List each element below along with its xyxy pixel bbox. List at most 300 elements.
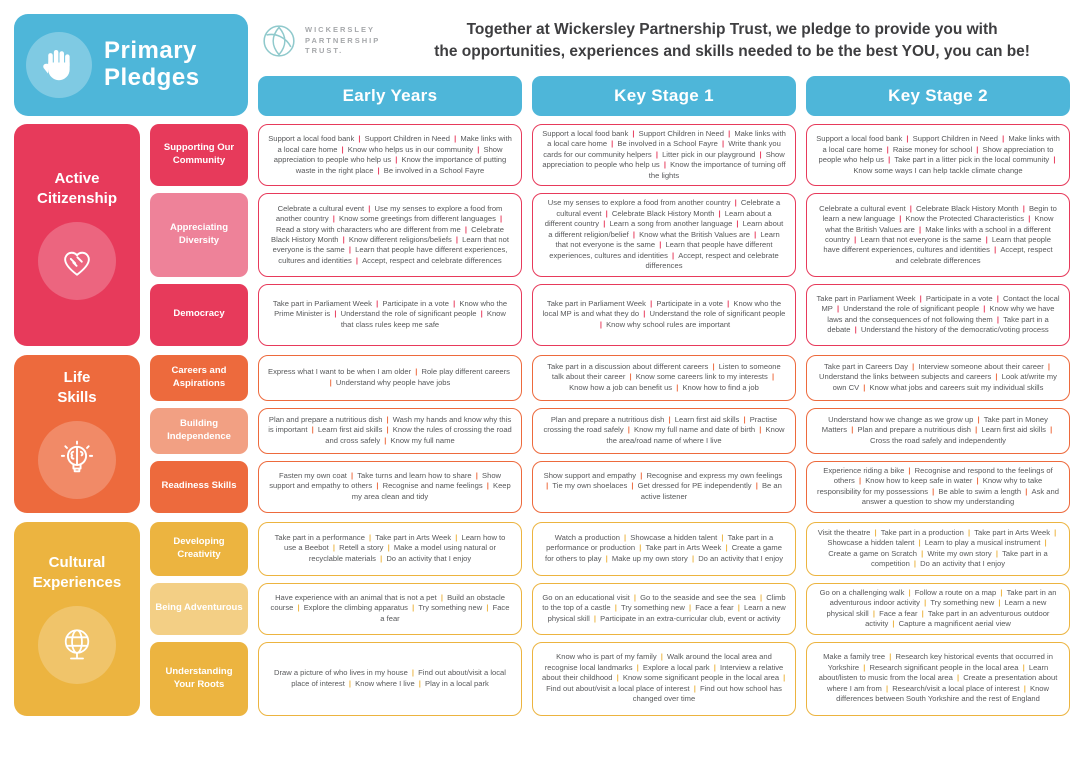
pledge-item: Plan and prepare a nutritious dish [857, 425, 972, 435]
pledge-separator: | [723, 543, 730, 553]
pledge-item: Participate in a vote [925, 293, 993, 303]
pledge-item: Have experience with an animal that is not a pet [275, 592, 437, 602]
pledge-item: Know why school rules are important [606, 319, 731, 329]
pledge-separator: | [329, 377, 334, 387]
trust-logo-text [305, 25, 380, 58]
pledge-separator: | [384, 414, 391, 424]
pledge-separator: | [852, 325, 859, 335]
pledge-cell [258, 124, 522, 186]
pledge-item: Learn first aid skills [674, 414, 740, 424]
pledge-item: Know the importance of turning off the lights [648, 160, 786, 180]
pledge-separator: | [1052, 527, 1057, 537]
pledge-separator: | [591, 613, 599, 623]
pledge-separator: | [716, 208, 723, 218]
pledge-item: Plan and prepare a nutritious dish [268, 414, 383, 424]
badge-title-line1: Primary [104, 37, 197, 65]
pledge-item: Create a game on Scratch [828, 548, 917, 558]
pledge-separator: | [870, 608, 878, 618]
pledge-separator: | [385, 543, 392, 553]
pledge-separator: | [872, 527, 879, 537]
pledge-separator: | [991, 245, 999, 255]
pledge-item: Go on an educational visit [542, 592, 630, 602]
pledge-item: Get dressed for PE independently [637, 481, 752, 491]
pledge-item: Draw a picture of who lives in my house [274, 668, 408, 678]
pledge-separator: | [1042, 538, 1047, 548]
pledge-item: Know who helps us in our community [347, 144, 474, 154]
pledge-item: Explore a local park [642, 662, 710, 672]
pledge-item: Know how to find a job [682, 382, 759, 392]
pledge-item: Learn how to use a Beebot [284, 532, 506, 553]
pledge-item: Find out about/visit a local place of interest [291, 668, 506, 688]
pledge-cell [532, 583, 796, 635]
pledge-separator: | [625, 425, 633, 435]
pledge-cell [532, 642, 796, 716]
pledge-item: Make a family tree [823, 652, 886, 662]
pledge-item: Make links with a school in a different country [825, 224, 1051, 244]
pledge-separator: | [473, 470, 481, 480]
pledge-separator: | [719, 532, 726, 542]
category-title: Cultural Experiences [32, 554, 122, 591]
pledge-separator: | [630, 129, 637, 138]
pledge-separator: | [614, 673, 621, 683]
pledge-item: Do an activity that I enjoy [698, 553, 784, 563]
pledge-separator: | [996, 598, 1003, 608]
subcategory-supporting-our-community: Supporting Our Community [150, 124, 248, 186]
pledge-separator: | [1045, 361, 1050, 371]
pledge-separator: | [295, 603, 302, 613]
pledge-item: Make links with a local care home [547, 129, 786, 149]
pledge-separator: | [451, 134, 459, 144]
pledge-item: Take part in Arts Week [645, 543, 722, 553]
pledge-separator: | [918, 548, 926, 558]
pledge-item: Know what the British Values are [639, 229, 750, 239]
heart-handshake-icon [38, 222, 116, 300]
pledge-item: Be involved in a School Fayre [617, 139, 718, 149]
pledge-item: Know the importance of putting waste in the right place [295, 155, 507, 175]
pledge-item: Listen to someone talk about their career [551, 361, 781, 382]
pledge-item: Show support and empathy to others [269, 470, 502, 491]
pledges-table [14, 124, 1070, 716]
pledge-separator: | [906, 465, 913, 475]
pledge-item: Know the Protected Characteristics [905, 214, 1025, 224]
pledge-item: Wash my hands and know why this is important [268, 414, 512, 435]
pledge-item: Know what jobs and careers suit my individual skills [869, 382, 1044, 392]
pledge-item: Do an activity that I enjoy [920, 559, 1006, 569]
category-block [14, 355, 140, 513]
pledge-separator: | [994, 314, 1002, 324]
pledge-item: Do an activity that I enjoy [386, 553, 472, 563]
pledge-item: Support Children in Need [364, 134, 450, 144]
badge-title [104, 38, 200, 92]
pledge-separator: | [710, 361, 717, 371]
pledge-item: Showcase a hidden talent [630, 532, 718, 542]
pledge-separator: | [666, 414, 673, 424]
pledge-cell [258, 408, 522, 454]
pledge-separator: | [462, 224, 470, 234]
pledge-item: Showcase a hidden talent [827, 538, 915, 548]
category-block [14, 124, 140, 346]
pledge-item: Understand the history of the democratic/voting process [860, 325, 1049, 335]
pledge-separator: | [1020, 203, 1027, 213]
pledge-item: Know different religions/beliefs [348, 234, 452, 244]
pledge-cell [532, 193, 796, 276]
pledge-separator: | [612, 603, 619, 613]
pledge-separator: | [1026, 214, 1033, 224]
pledge-item: Understand the links between subjects and careers [819, 372, 992, 382]
pledge-item: Learn about a different religion/belief [548, 219, 784, 239]
pledge-separator: | [366, 203, 373, 213]
logo-line1: WICKERSLEY [305, 24, 376, 34]
logo-line2: PARTNERSHIP [305, 35, 381, 45]
pledge-item: Find out how school has changed over time [632, 683, 782, 704]
pledge-separator: | [475, 144, 482, 154]
pledge-item: Know differences between South Yorkshire and the rest of England [836, 683, 1050, 704]
pledge-separator: | [884, 144, 891, 154]
pledge-cell [532, 355, 796, 401]
pledge-separator: | [734, 219, 741, 229]
pledge-separator: | [416, 678, 424, 688]
pledge-separator: | [974, 144, 981, 154]
pledge-separator: | [916, 538, 923, 548]
pledge-item: Interview a relative about their childhood [542, 662, 784, 683]
pledge-separator: | [1020, 662, 1027, 672]
pledge-item: Build an obstacle course [270, 592, 505, 613]
pledge-separator: | [1047, 425, 1053, 435]
pledge-separator: | [309, 425, 316, 435]
pledge-item: Take part in a debate [827, 314, 1049, 335]
pledge-item: Face a fear [380, 603, 510, 623]
pledge-item: Experience riding a bike [823, 465, 905, 475]
pledge-item: Express what I want to be when I am older [268, 367, 412, 377]
pledge-cell [806, 461, 1070, 513]
pledge-separator: | [353, 255, 361, 265]
pledge-separator: | [409, 668, 417, 678]
pledge-separator: | [910, 361, 917, 371]
pledge-item: Participate in an extra-curricular club, event or activity [600, 613, 781, 623]
pledge-separator: | [691, 683, 698, 693]
pledge-item: Show support and empathy [543, 470, 637, 480]
subcategory-careers-and-aspirations: Careers and Aspirations [150, 355, 248, 401]
pledge-separator: | [686, 603, 694, 613]
pledge-separator: | [1051, 155, 1056, 165]
pledge-item: Understand the role of significant people [649, 309, 786, 319]
header-right [258, 14, 1070, 68]
tagline-line1: Together at Wickersley Partnership Trust, we pledge to provide you with [466, 21, 998, 39]
subcategory-building-independence: Building Independence [150, 408, 248, 454]
pledge-separator: | [919, 608, 926, 618]
pledge-item: Celebrate Black History Month [611, 208, 715, 218]
pledge-item: Face a fear [879, 608, 918, 618]
trust-logo-leaf-icon [260, 22, 298, 60]
pledge-separator: | [339, 144, 346, 154]
pledge-separator: | [438, 592, 446, 602]
pledge-item: Tie my own shoelaces [552, 481, 628, 491]
pledge-item: Watch a production [554, 532, 620, 542]
pledge-separator: | [711, 662, 718, 672]
pledge-cell [532, 461, 796, 513]
pledge-item: Make a model using natural or recyclable materials [308, 543, 496, 563]
pledge-item: Learn a new physical skill [826, 598, 1047, 618]
subcategory-being-adventurous: Being Adventurous [150, 583, 248, 635]
pledge-item: Accept, respect and celebrate differences [645, 250, 779, 271]
pledge-separator: | [725, 298, 732, 308]
pledge-separator: | [954, 673, 962, 683]
pledge-separator: | [409, 603, 417, 613]
pledge-item: Ask and answer a question to show my understanding [861, 486, 1059, 507]
pledge-separator: | [497, 214, 503, 224]
pledge-item: Litter pick in our playground [662, 149, 756, 159]
pledge-separator: | [484, 603, 491, 613]
pledge-item: Learn to play a musical instrument [924, 538, 1041, 548]
pledge-cell [532, 522, 796, 576]
pledge-item: Use my senses to explore a food from another country [547, 198, 731, 208]
pledge-item: Take part in an adventurous outdoor activity [865, 608, 1050, 629]
pledge-item: Find out about/visit a local place of interest [546, 683, 690, 693]
pledge-item: Capture a magnificent aerial view [898, 619, 1011, 629]
pledge-separator: | [856, 476, 864, 486]
pledge-separator: | [451, 298, 458, 308]
column-header-key-stage-2: Key Stage 2 [806, 76, 1070, 116]
pledge-separator: | [999, 134, 1007, 144]
pledge-item: Try something new [418, 603, 483, 613]
pledge-separator: | [366, 532, 374, 542]
pledge-separator: | [861, 662, 868, 672]
pledge-separator: | [603, 553, 610, 563]
pledge-item: Look at/write my own CV [832, 372, 1057, 392]
badge-title-line2: Pledges [104, 64, 200, 91]
pledge-separator: | [346, 245, 354, 255]
pledge-separator: | [753, 481, 760, 491]
pledge-separator: | [384, 425, 391, 435]
pledge-item: Create a presentation about where I am from [826, 673, 1058, 693]
pledge-separator: | [631, 592, 639, 602]
pledge-item: Cross the road safely and independently [870, 435, 1006, 445]
pledge-separator: | [647, 298, 655, 308]
pledge-separator: | [974, 476, 981, 486]
pledge-item: Walk around the local area and recognise local landmarks [544, 652, 772, 672]
pledge-item: Know who the local MP is and what they do [542, 298, 782, 319]
pledge-separator: | [757, 425, 764, 435]
pledge-cell [258, 355, 522, 401]
pledge-separator: | [609, 139, 616, 149]
pledge-separator: | [373, 298, 381, 308]
pledge-separator: | [732, 198, 739, 208]
pledge-separator: | [1021, 683, 1029, 693]
pledge-item: Celebrate a cultural event [819, 203, 906, 213]
pledge-item: Show appreciation to people who help us [818, 144, 1054, 165]
pledge-separator: | [453, 234, 461, 244]
subcategory-understanding-your-roots: Understanding Your Roots [150, 642, 248, 716]
pledge-item: Participate in a vote [382, 298, 450, 308]
pledge-separator: | [621, 532, 629, 542]
pledge-separator: | [757, 592, 765, 602]
pledge-cell [806, 193, 1070, 276]
pledge-separator: | [983, 234, 990, 244]
category-title: Life Skills [57, 369, 97, 406]
subcategory-developing-creativity: Developing Creativity [150, 522, 248, 576]
pledge-item: Recognise and express my own feelings [646, 470, 783, 480]
pledge-separator: | [393, 155, 400, 165]
pledge-item: Interview someone about their career [918, 361, 1044, 371]
pledge-item: Know my full name [390, 435, 455, 445]
pledge-item: Know the rules of crossing the road and cross safely [325, 425, 512, 445]
pledge-item: Know what the British Values are [825, 214, 1054, 234]
pledge-separator: | [917, 293, 924, 303]
pledge-separator: | [340, 234, 347, 244]
pledge-separator: | [994, 293, 1001, 303]
pledge-separator: | [916, 224, 924, 234]
pledge-item: Know that class rules keep me safe [340, 309, 506, 329]
pledge-item: Support Children in Need [912, 134, 998, 144]
pledge-item: Learn first aid skills [981, 425, 1046, 435]
pledge-item: Know some significant people in the local area [622, 673, 780, 683]
pledge-item: Retell a story [339, 543, 384, 553]
pledge-item: Role play different careers [421, 367, 510, 377]
pledge-separator: | [634, 662, 641, 672]
pledge-item: Plan and prepare a nutritious dish [550, 414, 665, 424]
pledge-item: Take part in a competition [870, 548, 1048, 569]
pledge-separator: | [887, 652, 894, 662]
pledge-item: Support a local food bank [268, 134, 355, 144]
pledge-item: Play in a local park [425, 678, 489, 688]
pledge-item: Fasten my own coat [278, 470, 347, 480]
pledge-separator: | [781, 673, 786, 683]
pledge-item: Know some greetings from different languages [339, 214, 496, 224]
pledge-cell [806, 583, 1070, 635]
pledge-item: Learn that not everyone is the same [860, 234, 982, 244]
pledge-item: Know how to keep safe in water [865, 476, 973, 486]
pledge-separator: | [930, 486, 937, 496]
pledge-item: Celebrate Black History Month [916, 203, 1019, 213]
pledge-separator: | [653, 149, 661, 159]
pledge-item: Know some ways I can help tackle climate change [853, 165, 1023, 175]
pledge-item: Know why to take responsibility for my possessions [817, 476, 1043, 496]
globe-icon [38, 606, 116, 684]
category-title: Active Citizenship [36, 170, 117, 207]
pledge-item: Accept, respect and celebrate differences [895, 245, 1053, 265]
pledge-cell [258, 284, 522, 346]
pledge-item: Learn a song from another language [609, 219, 733, 229]
pledge-item: Show appreciation to people who help us [542, 149, 785, 170]
pledge-item: Go to the seaside and see the sea [640, 592, 756, 602]
pledge-separator: | [981, 304, 988, 314]
pledge-item: Take part in Arts Week [375, 532, 452, 542]
pledge-item: Celebrate a cultural event [556, 198, 781, 218]
pledge-item: Try something new [620, 603, 685, 613]
pledge-item: Make up my own story [611, 553, 688, 563]
pledge-cell [806, 284, 1070, 346]
pledge-item: Be an active listener [640, 481, 782, 501]
pledge-separator: | [382, 435, 389, 445]
pledge-item: Support a local food bank [542, 129, 629, 138]
pledge-separator: | [993, 548, 1001, 558]
pledge-item: Take part in Parliament Week [272, 298, 372, 308]
pledge-item: Try something new [930, 598, 995, 608]
pledge-cell [806, 355, 1070, 401]
pledge-separator: | [478, 309, 485, 319]
pledge-separator: | [725, 129, 733, 138]
pledge-item: Know who is part of my family [556, 652, 657, 662]
pledge-item: Learn that people have different experiences, cultures and identities [823, 234, 1051, 255]
pledge-item: Know the area/road name of where I live [606, 425, 785, 445]
pledge-item: Take part in a performance [274, 532, 365, 542]
pledge-separator: | [603, 208, 610, 218]
category-block [14, 522, 140, 716]
pledge-item: Support Children in Need [638, 129, 724, 138]
column-header-key-stage-1: Key Stage 1 [532, 76, 796, 116]
pledge-item: Make links with a local care home [277, 134, 512, 154]
pledge-item: Take part in Arts Week [974, 527, 1051, 537]
pledge-separator: | [1023, 486, 1030, 496]
pledge-cell [806, 642, 1070, 716]
pledge-cell [532, 408, 796, 454]
pledge-separator: | [629, 481, 636, 491]
pledge-separator: | [834, 304, 842, 314]
pledge-item: Understand how we change as we grow up [828, 414, 974, 424]
pledge-separator: | [546, 481, 551, 491]
subcategory-democracy: Democracy [150, 284, 248, 346]
pledge-item: Read a story with characters who are different from me [275, 224, 461, 234]
pledge-item: Show appreciation to people who help us [273, 144, 503, 165]
pledge-separator: | [669, 250, 677, 260]
pledge-separator: | [911, 559, 919, 569]
pledge-separator: | [719, 139, 727, 149]
pledge-cell [258, 461, 522, 513]
primary-pledges-badge [14, 14, 248, 116]
pledge-cell [806, 408, 1070, 454]
pledge-cell [806, 522, 1070, 576]
column-header-early-years: Early Years [258, 76, 522, 116]
pledge-item: Understand the role of significant people [843, 304, 980, 314]
pledge-separator: | [973, 425, 980, 435]
pledge-separator: | [630, 229, 638, 239]
pledge-cell [258, 642, 522, 716]
pledge-separator: | [851, 234, 859, 244]
pledge-separator: | [741, 414, 748, 424]
pledge-separator: | [993, 372, 1000, 382]
pledge-cell [806, 124, 1070, 186]
pledge-item: Visit the theatre [817, 527, 871, 537]
pledge-item: Learn that people have different experiences, cultures and identities [549, 240, 773, 260]
pledge-separator: | [735, 603, 742, 613]
pledge-item: Begin to learn a new language [822, 203, 1057, 224]
subcategory-appreciating-diversity: Appreciating Diversity [150, 193, 248, 276]
pledge-separator: | [627, 372, 634, 382]
pledge-separator: | [356, 134, 363, 144]
tagline-line2: the opportunities, experiences and skills needed to be the best YOU, you can be! [434, 43, 1030, 60]
pledge-item: Research/visit a local place of interest [892, 683, 1020, 693]
pledge-item: Take part in a discussion about different careers [547, 361, 709, 371]
pledge-separator: | [907, 203, 915, 213]
pledge-item: Explore the climbing apparatus [303, 603, 408, 613]
pledge-item: Take turns and learn how to share [357, 470, 472, 480]
pledge-item: Make links with a local care home [822, 134, 1060, 154]
pledge-item: Understand the role of significant people [340, 309, 477, 319]
pledge-separator: | [658, 652, 665, 662]
pledge-item: Know who the Prime Minister is [274, 298, 508, 319]
pledge-item: Face a fear [695, 603, 734, 613]
pledge-item: Take part in Money Matters [821, 414, 1048, 435]
pledge-separator: | [921, 598, 929, 608]
pledge-item: Celebrate a cultural event [277, 203, 365, 213]
pledge-item: Accept, respect and celebrate differences [362, 255, 502, 265]
pledge-item: Follow a route on a map [914, 587, 997, 597]
pledge-item: Learn that not everyone is the same [272, 234, 509, 255]
pledge-separator: | [998, 587, 1005, 597]
pledge-item: Know some careers link to my interests [635, 372, 768, 382]
pledge-item: Learn that not everyone is the same [555, 229, 780, 250]
pledge-separator: | [377, 553, 385, 563]
